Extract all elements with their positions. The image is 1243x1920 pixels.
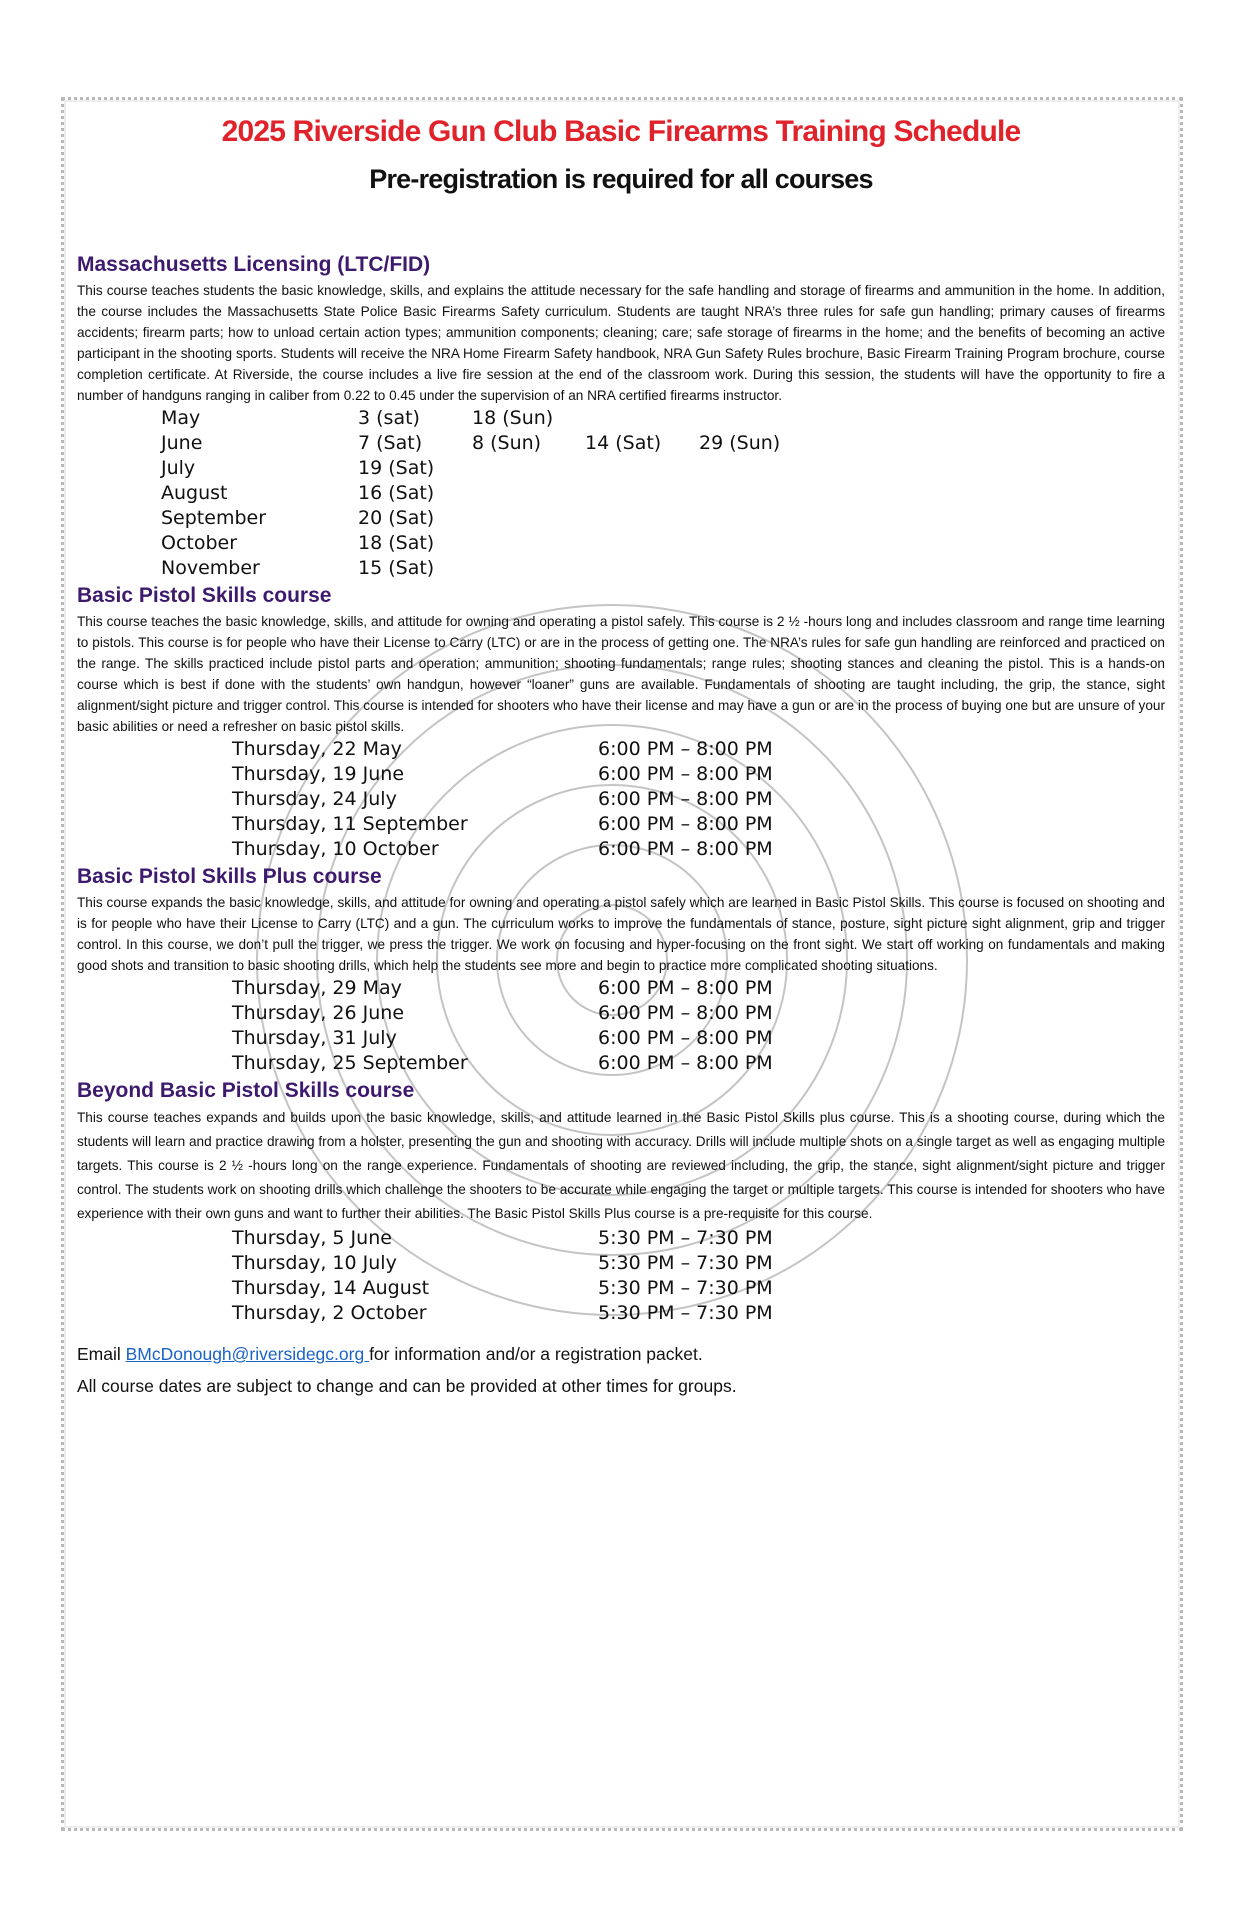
beyond-basic-section [77,1076,1165,1326]
session-time: 6:00 PM – 8:00 PM [598,813,773,835]
beyond-basic-title: Beyond Basic Pistol Skills course [77,1079,415,1102]
basic-pistol-plus-schedule [232,976,773,1076]
basic-pistol-plus-title: Basic Pistol Skills Plus course [77,865,382,888]
page-subtitle: Pre-registration is required for all courses [369,164,873,194]
schedule-date [585,406,699,431]
session-time: 5:30 PM – 7:30 PM [598,1302,773,1324]
session-row [232,1051,773,1076]
schedule-date: 29 (Sun) [699,432,781,454]
licensing-section [77,250,1165,581]
licensing-description: This course teaches students the basic knowledge, skills, and explains the attitude necessary for the safe handling and storage of firearms and ammunition in the home. In addition, the course includes the Massachusetts State Police Basic Firearms Safety curriculum. Students are taught NRA’s three rules for safe gun handling; primary causes of firearms accidents; firearm parts; how to unload certain action types; ammunition components; cleaning; care; safe storage of firearms in the home; and the benefits of becoming an active participant in the shooting sports. Students will receive the NRA Home Firearm Safety handbook, NRA Gun Safety Rules brochure, Basic Firearm Training Program brochure, course completion certificate. At Riverside, the course includes a live fire session at the end of the classroom work. During this session, the students will have the opportunity to fire a number of handguns ranging in caliber from 0.22 to 0.45 under the supervision of an NRA certified firearms instructor. [77,283,1165,403]
session-time: 6:00 PM – 8:00 PM [598,977,773,999]
session-row [232,762,773,787]
schedule-row [161,406,780,431]
contact-prefix: Email [77,1344,126,1364]
session-day: Thursday, 29 May [232,977,402,999]
session-time: 6:00 PM – 8:00 PM [598,738,773,760]
schedule-date: 18 (Sun) [472,407,554,429]
schedule-row [161,531,780,556]
session-day: Thursday, 26 June [232,1002,405,1024]
session-day: Thursday, 10 July [232,1252,397,1274]
schedule-month: May [161,407,201,429]
beyond-basic-schedule [232,1226,773,1326]
session-day: Thursday, 31 July [232,1027,397,1049]
beyond-basic-description: This course teaches expands and builds upon the basic knowledge, skills, and attitude learned in the Basic Pistol Skills plus course. This is a shooting course, during which the students will learn and practice drawing from a holster, presenting the gun and shooting with accuracy. Drills will include multiple shots on a single target as well as engaging multiple targets. This course is 2 ½ -hours long on the range experience. Fundamentals of shooting are reviewed including, the grip, the stance, sight alignment/sight picture and trigger control. The students work on shooting drills which challenge the shooters to be accurate while engaging the target or multiple targets. This course is intended for shooters who have experience with their own guns and want to further their abilities. The Basic Pistol Skills Plus course is a pre-requisite for this course. [77,1110,1165,1221]
session-row [232,1276,773,1301]
schedule-month: September [161,507,267,529]
session-row [232,1001,773,1026]
schedule-month: November [161,557,260,579]
schedule-date: 18 (Sat) [358,532,435,554]
basic-pistol-section [77,581,1165,862]
basic-pistol-plus-section [77,862,1165,1076]
session-time: 6:00 PM – 8:00 PM [598,1002,773,1024]
basic-pistol-plus-description: This course expands the basic knowledge, skills, and attitude for owning and operating a pistol safely which are learned in Basic Pistol Skills. This course is focused on shooting and is for people who have their License to Carry (LTC) and a gun. The curriculum works to improve the fundamentals of stance, posture, sight picture sight alignment, grip and trigger control. In this course, we don’t pull the trigger, we press the trigger. We work on focusing and hyper-focusing on the front sight. We start off working on fundamentals and making good shots and transition to basic shooting drills, which help the students see more and begin to practice more complicated shooting situations. [77,895,1165,973]
session-time: 6:00 PM – 8:00 PM [598,1027,773,1049]
licensing-schedule [161,406,780,581]
schedule-month: June [161,432,203,454]
session-day: Thursday, 19 June [232,763,405,785]
session-row [232,812,773,837]
schedule-date: 16 (Sat) [358,482,435,504]
session-row [232,1251,773,1276]
session-row [232,787,773,812]
session-row [232,1226,773,1251]
session-day: Thursday, 10 October [232,838,439,860]
session-day: Thursday, 2 October [232,1302,427,1324]
session-row [232,1301,773,1326]
session-day: Thursday, 14 August [232,1277,430,1299]
schedule-date: 19 (Sat) [358,457,435,479]
schedule-row [161,481,780,506]
schedule-row [161,456,780,481]
basic-pistol-description: This course teaches the basic knowledge, skills, and attitude for owning and operating a pistol safely. This course is 2 ½ -hours long and includes classroom and range time learning to pistols. This course is for people who have their License to Carry (LTC) or are in the process of getting one. The NRA’s rules for safe gun handling are reinforced and practiced on the range. The skills practiced include pistol parts and operation; ammunition; shooting fundamentals; range rules; shooting stances and cleaning the pistol. This is a hands-on course which is best if done with the students’ own handgun, however “loaner” guns are available. Fundamentals of shooting are taught including, the grip, the stance, sight alignment/sight picture and trigger control. This course is intended for shooters who have their license and may have a gun or are in the process of buying one but are unsure of your basic abilities or need a refresher on basic pistol skills. [77,614,1165,734]
schedule-month: August [161,482,228,504]
session-row [232,1026,773,1051]
schedule-date [699,406,780,431]
licensing-title: Massachusetts Licensing (LTC/FID) [77,253,431,276]
contact-line [77,1338,1165,1370]
email-link[interactable]: BMcDonough@riversidegc.org [125,1344,370,1364]
page-content [77,108,1165,1402]
basic-pistol-schedule [232,737,773,862]
session-row [232,837,773,862]
session-time: 6:00 PM – 8:00 PM [598,788,773,810]
session-day: Thursday, 11 September [232,813,468,835]
schedule-date: 8 (Sun) [472,432,542,454]
session-time: 5:30 PM – 7:30 PM [598,1252,773,1274]
session-day: Thursday, 22 May [232,738,402,760]
schedule-row [161,506,780,531]
basic-pistol-title: Basic Pistol Skills course [77,584,332,607]
session-row [232,737,773,762]
session-day: Thursday, 24 July [232,788,397,810]
schedule-note: All course dates are subject to change and can be provided at other times for groups. [77,1376,737,1396]
schedule-month: October [161,532,238,554]
schedule-date: 14 (Sat) [585,432,662,454]
session-day: Thursday, 5 June [232,1227,392,1249]
session-time: 5:30 PM – 7:30 PM [598,1277,773,1299]
schedule-date: 20 (Sat) [358,507,435,529]
page-title: 2025 Riverside Gun Club Basic Firearms Training Schedule [221,115,1021,148]
session-day: Thursday, 25 September [232,1052,468,1074]
schedule-row [161,556,780,581]
session-time: 6:00 PM – 8:00 PM [598,838,773,860]
schedule-row [161,431,780,456]
session-time: 6:00 PM – 8:00 PM [598,763,773,785]
session-row [232,976,773,1001]
schedule-date: 15 (Sat) [358,557,435,579]
schedule-date: 3 (sat) [358,407,420,429]
contact-suffix: for information and/or a registration packet. [369,1344,703,1364]
schedule-date: 7 (Sat) [358,432,423,454]
schedule-month: July [161,457,196,479]
session-time: 5:30 PM – 7:30 PM [598,1227,773,1249]
session-time: 6:00 PM – 8:00 PM [598,1052,773,1074]
